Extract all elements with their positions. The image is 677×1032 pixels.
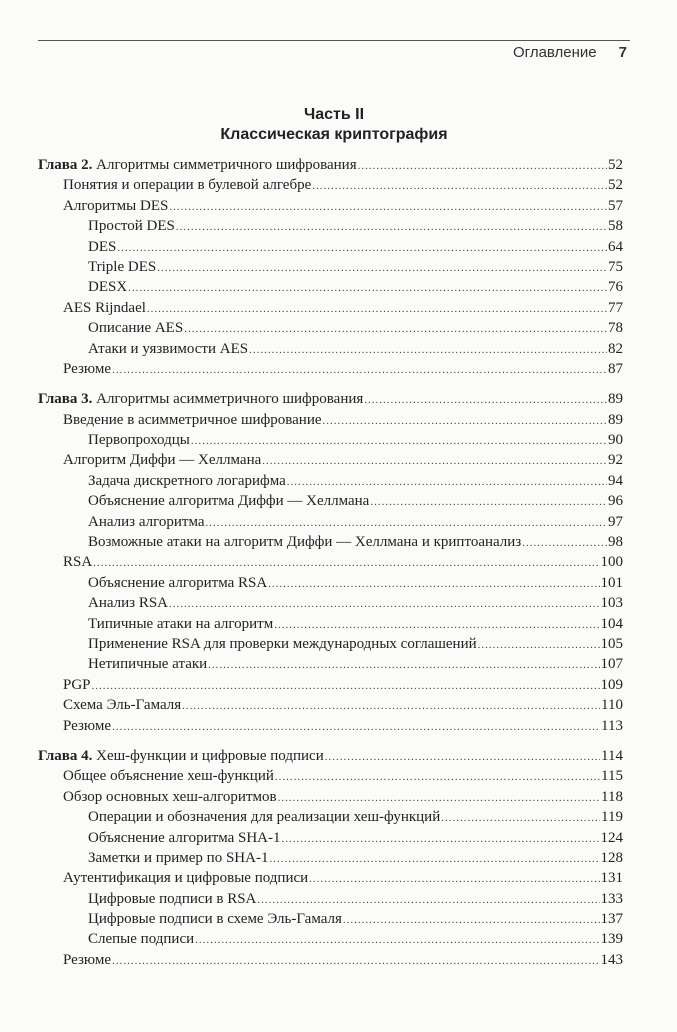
- dot-leader: [282, 829, 600, 848]
- toc-entry-title: Атаки и уязвимости AES: [88, 340, 249, 357]
- dot-leader: [268, 574, 599, 593]
- toc-chapter: [38, 389, 623, 736]
- toc-page-number: 139: [600, 931, 623, 948]
- chapter-prefix: Глава 2.: [38, 157, 93, 173]
- toc-page-number: 115: [601, 768, 623, 785]
- toc-chapter-entry[interactable]: [38, 746, 623, 766]
- toc-entry-label: [38, 746, 324, 766]
- toc-page-number: 96: [608, 493, 623, 510]
- toc-entry[interactable]: [38, 766, 623, 786]
- page-number: 7: [618, 44, 627, 61]
- toc-entry[interactable]: [38, 532, 623, 552]
- toc-entry[interactable]: [38, 410, 623, 430]
- toc-entry[interactable]: [38, 573, 623, 593]
- toc-entry[interactable]: [38, 807, 623, 827]
- toc-entry-title: Схема Эль-Гамаля: [63, 697, 182, 714]
- toc-page-number: 143: [600, 951, 623, 968]
- part-title: Классическая криптография: [220, 126, 448, 143]
- toc-entry-title: Простой DES: [88, 218, 175, 235]
- toc-entry[interactable]: [38, 614, 623, 634]
- chapter-title: Хеш-функции и цифровые подписи: [96, 747, 324, 764]
- toc-entry-title: Типичные атаки на алгоритм: [88, 615, 274, 632]
- dot-leader: [112, 717, 600, 736]
- toc-entry-label: [38, 155, 357, 175]
- toc-entry[interactable]: [38, 889, 623, 909]
- toc-entry[interactable]: [38, 695, 623, 715]
- dot-leader: [275, 767, 600, 786]
- dot-leader: [169, 594, 599, 613]
- dot-leader: [208, 655, 599, 674]
- toc-entry[interactable]: [38, 828, 623, 848]
- toc-entry[interactable]: [38, 634, 623, 654]
- toc-entry-title: Описание AES: [88, 320, 184, 337]
- toc-page-number: 133: [600, 890, 623, 907]
- chapter-title: Алгоритмы симметричного шифрования: [96, 157, 357, 173]
- toc-entry[interactable]: [38, 237, 623, 257]
- toc-page-number: 89: [608, 391, 623, 408]
- dot-leader: [92, 676, 600, 695]
- toc-entry-title: Общее объяснение хеш-функций: [63, 768, 274, 785]
- toc-entry[interactable]: [38, 675, 623, 695]
- toc-page-number: 76: [608, 279, 623, 296]
- toc-page-number: 137: [600, 911, 623, 928]
- toc-entry-title: Возможные атаки на алгоритм Диффи — Хеллмана и криптоанализ: [88, 534, 522, 551]
- toc-entry[interactable]: [38, 654, 623, 674]
- toc-entry[interactable]: [38, 909, 623, 929]
- toc-entry-title: Объяснение алгоритма RSA: [88, 574, 268, 591]
- toc-entry[interactable]: [38, 257, 623, 277]
- toc-page-number: 52: [608, 177, 623, 194]
- dot-leader: [93, 553, 599, 572]
- toc-page-number: 101: [600, 574, 623, 591]
- dot-leader: [257, 890, 599, 909]
- toc-page-number: 57: [608, 197, 623, 214]
- toc-entry[interactable]: [38, 471, 623, 491]
- table-of-contents: [38, 155, 623, 980]
- dot-leader: [157, 258, 607, 277]
- dot-leader: [117, 238, 607, 257]
- toc-entry[interactable]: [38, 929, 623, 949]
- toc-chapter-entry[interactable]: [38, 155, 623, 175]
- toc-entry-title: Анализ алгоритма: [88, 513, 205, 530]
- toc-entry-title: Заметки и пример по SHA-1: [88, 849, 269, 866]
- toc-chapter-entry[interactable]: [38, 389, 623, 409]
- toc-entry[interactable]: [38, 593, 623, 613]
- toc-page-number: 113: [601, 717, 623, 734]
- dot-leader: [278, 788, 600, 807]
- toc-page-number: 103: [600, 595, 623, 612]
- toc-page-number: 52: [608, 157, 623, 173]
- toc-entry[interactable]: [38, 848, 623, 868]
- dot-leader: [206, 513, 607, 532]
- dot-leader: [147, 299, 607, 318]
- toc-entry-title: Введение в асимметричное шифрование: [63, 411, 322, 428]
- toc-entry[interactable]: [38, 175, 623, 195]
- toc-entry-title: Анализ RSA: [88, 595, 169, 612]
- toc-page-number: 128: [600, 849, 623, 866]
- toc-entry-title: Алгоритмы DES: [63, 197, 169, 214]
- toc-page-number: 77: [608, 299, 623, 316]
- toc-page-number: 114: [601, 747, 623, 764]
- toc-entry-label: [38, 389, 363, 409]
- dot-leader: [323, 411, 607, 430]
- toc-entry-title: Аутентификация и цифровые подписи: [63, 870, 309, 887]
- toc-page-number: 58: [608, 218, 623, 235]
- dot-leader: [112, 951, 599, 970]
- toc-page-number: 64: [608, 238, 623, 255]
- dot-leader: [112, 360, 607, 379]
- toc-entry-title: Резюме: [63, 360, 112, 377]
- toc-entry-title: Применение RSA для проверки международных соглашений: [88, 635, 477, 652]
- toc-page-number: 131: [600, 870, 623, 887]
- toc-entry[interactable]: [38, 196, 623, 216]
- toc-entry-title: Первопроходцы: [88, 432, 190, 449]
- header-rule: [38, 40, 630, 41]
- toc-chapter: [38, 155, 623, 379]
- dot-leader: [325, 747, 600, 766]
- toc-page-number: 110: [601, 697, 623, 714]
- toc-entry-title: Объяснение алгоритма Диффи — Хеллмана: [88, 493, 370, 510]
- toc-entry[interactable]: [38, 950, 623, 970]
- toc-page-number: 100: [600, 554, 623, 571]
- chapter-prefix: Глава 3.: [38, 391, 93, 408]
- toc-page-number: 98: [608, 534, 623, 551]
- toc-entry[interactable]: [38, 716, 623, 736]
- dot-leader: [182, 696, 600, 715]
- dot-leader: [309, 869, 599, 888]
- chapter-title: Алгоритмы асимметричного шифрования: [96, 391, 364, 408]
- toc-entry-title: Нетипичные атаки: [88, 656, 208, 673]
- dot-leader: [358, 156, 607, 175]
- toc-entry-title: Объяснение алгоритма SHA-1: [88, 829, 281, 846]
- toc-chapter: [38, 746, 623, 970]
- dot-leader: [269, 849, 599, 868]
- toc-entry[interactable]: [38, 868, 623, 888]
- toc-page-number: 94: [608, 472, 623, 489]
- toc-page-number: 109: [600, 676, 623, 693]
- toc-entry[interactable]: [38, 491, 623, 511]
- part-number: Часть II: [303, 106, 365, 123]
- dot-leader: [478, 635, 600, 654]
- toc-entry[interactable]: [38, 430, 623, 450]
- dot-leader: [312, 176, 607, 195]
- toc-entry[interactable]: [38, 216, 623, 236]
- dot-leader: [370, 492, 607, 511]
- toc-page-number: 119: [601, 809, 623, 826]
- toc-page-number: 78: [608, 320, 623, 337]
- toc-entry-title: Понятия и операции в булевой алгебре: [63, 177, 312, 194]
- toc-page-number: 118: [601, 788, 623, 805]
- toc-page-number: 82: [608, 340, 623, 357]
- dot-leader: [522, 533, 607, 552]
- toc-entry-title: Обзор основных хеш-алгоритмов: [63, 788, 277, 805]
- toc-entry[interactable]: [38, 787, 623, 807]
- toc-page-number: 92: [608, 452, 623, 469]
- dot-leader: [169, 197, 607, 216]
- dot-leader: [176, 217, 607, 236]
- toc-entry-title: Цифровые подписи в схеме Эль-Гамаля: [88, 911, 342, 928]
- toc-entry-title: RSA: [63, 554, 93, 571]
- toc-entry-title: Резюме: [63, 717, 112, 734]
- toc-entry[interactable]: [38, 512, 623, 532]
- running-header-section: Оглавление: [513, 44, 597, 61]
- dot-leader: [274, 615, 599, 634]
- dot-leader: [128, 278, 607, 297]
- toc-entry-title: Triple DES: [88, 258, 157, 275]
- toc-page-number: 105: [600, 635, 623, 652]
- toc-entry-title: AES Rijndael: [63, 299, 146, 316]
- toc-entry[interactable]: [38, 359, 623, 379]
- dot-leader: [343, 910, 600, 929]
- toc-page-number: 87: [608, 360, 623, 377]
- toc-entry-title: Резюме: [63, 951, 112, 968]
- toc-entry-title: Алгоритм Диффи — Хеллмана: [63, 452, 262, 469]
- toc-page-number: 97: [608, 513, 623, 530]
- dot-leader: [184, 319, 607, 338]
- toc-entry[interactable]: [38, 450, 623, 470]
- toc-entry-title: Цифровые подписи в RSA: [88, 890, 257, 907]
- toc-entry-title: DES: [88, 238, 117, 255]
- toc-page-number: 107: [600, 656, 623, 673]
- dot-leader: [441, 808, 600, 827]
- dot-leader: [249, 340, 607, 359]
- toc-page-number: 75: [608, 258, 623, 275]
- toc-entry[interactable]: [38, 339, 623, 359]
- dot-leader: [191, 431, 607, 450]
- toc-entry-title: DESX: [88, 279, 128, 296]
- dot-leader: [287, 472, 607, 491]
- toc-page-number: 124: [600, 829, 623, 846]
- dot-leader: [262, 451, 607, 470]
- toc-entry[interactable]: [38, 277, 623, 297]
- toc-entry-title: Слепые подписи: [88, 931, 195, 948]
- running-header: [513, 44, 627, 61]
- toc-entry[interactable]: [38, 318, 623, 338]
- toc-page-number: 104: [600, 615, 623, 632]
- toc-entry[interactable]: [38, 552, 623, 572]
- toc-entry-title: Задача дискретного логарифма: [88, 472, 286, 489]
- chapter-prefix: Глава 4.: [38, 747, 93, 764]
- toc-entry-title: PGP: [63, 676, 91, 693]
- toc-entry-title: Операции и обозначения для реализации хеш-функций: [88, 809, 441, 826]
- toc-entry[interactable]: [38, 298, 623, 318]
- toc-page-number: 89: [608, 411, 623, 428]
- dot-leader: [364, 390, 607, 409]
- dot-leader: [195, 930, 599, 949]
- toc-page-number: 90: [608, 432, 623, 449]
